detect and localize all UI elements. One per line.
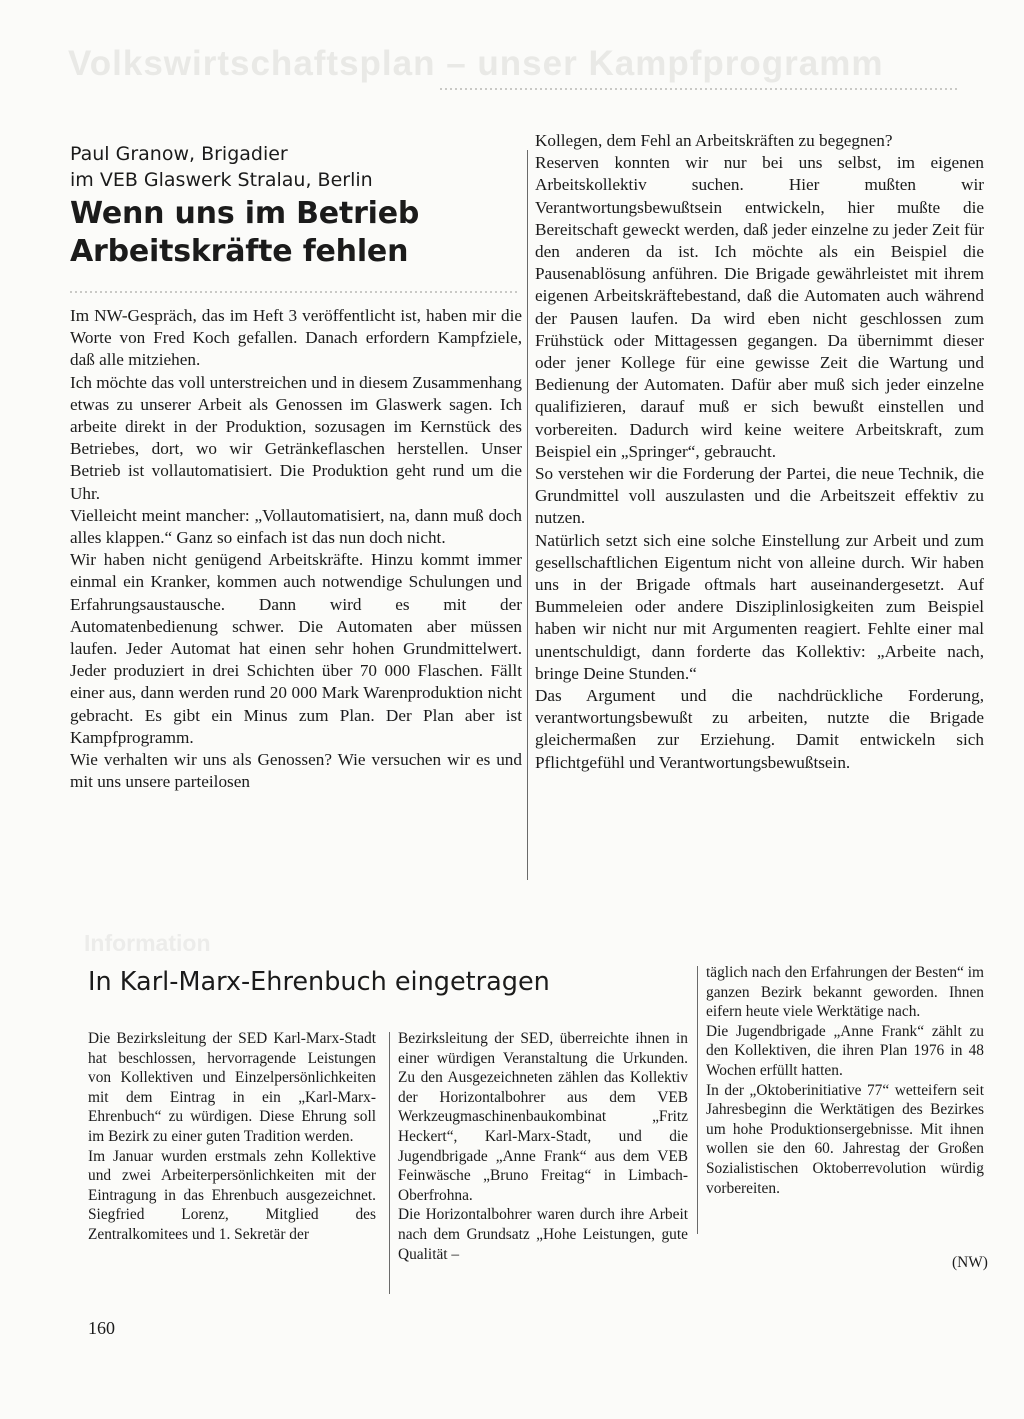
paragraph: Die Bezirksleitung der SED Karl-Marx-Stadt hat beschlossen, hervorragende Leistungen von Kollektiven und Einzelpersönlichkeiten mit dem Eintrag in ein „Karl-Marx-Ehrenbuch“ zu würdigen. Diese Ehrung soll im Bezirk zu einer guten Tradition werden. <box>88 1030 376 1145</box>
news-column-2 <box>398 1029 688 1264</box>
column-rule <box>527 150 528 880</box>
paragraph: Natürlich setzt sich eine solche Einstellung zur Arbeit und zum gesellschaftlichen Eigentum nicht von alleine durch. Wir haben uns in der Brigade oftmals hart auseinandergesetzt. Auf Bummeleien oder andere Disziplinlosigkeiten zum Beispiel haben wir nicht nur mit Argumenten reagiert. Fehlte einer mal unentschuldigt, dann forderte das Kollektiv: „Arbeite nach, bringe Deine Stunden.“ <box>535 530 984 683</box>
paragraph: Wir haben nicht genügend Arbeitskräfte. Hinzu kommt immer einmal ein Kranker, kommen auch notwendige Schulungen und Erfahrungsaustausche. Dann wird es mit der Automatenbedienung schwer. Die Automaten aber müssen laufen. Jeder Automat hat einen sehr hohen Grundmittelwert. Jeder produziert in drei Schichten über 70 000 Flaschen. Fällt einer aus, dann werden rund 20 000 Mark Warenproduktion nicht gebracht. Es gibt ein Minus zum Plan. Der Plan aber ist Kampfprogramm. <box>70 550 522 747</box>
headline-line-1: Wenn uns im Betrieb <box>70 196 420 231</box>
headline-divider <box>70 291 520 293</box>
paragraph: Im Januar wurden erstmals zehn Kollektive und zwei Arbeiterpersönlichkeiten mit der Eintragung in das Ehrenbuch ausgezeichnet. Siegfried Lorenz, Mitglied des Zentralkomitees und 1. Sekretär der <box>88 1147 376 1243</box>
author-affiliation: im VEB Glaswerk Stralau, Berlin <box>70 169 373 191</box>
paragraph: täglich nach den Erfahrungen der Besten“ im ganzen Bezirk bekannt geworden. Ihnen eifern heute viele Werktätige nach. <box>706 964 984 1021</box>
article-column-right <box>535 130 984 774</box>
paragraph: Ich möchte das voll unterstreichen und in diesem Zusammenhang etwas zu unserer Arbeit als Genossen im Glaswerk sagen. Ich arbeite direkt in der Produktion, sozusagen im Kernstück des Betriebes, dort, wo wir Getränkeflaschen herstellen. Unser Betrieb ist vollautomatisiert. Die Produktion geht rund um die Uhr. <box>70 372 522 503</box>
article-headline <box>70 195 520 271</box>
section-label-faded: Information <box>84 930 211 956</box>
article-author <box>70 141 510 193</box>
column-rule <box>697 966 698 1234</box>
news-headline: In Karl-Marx-Ehrenbuch eingetragen <box>88 967 550 997</box>
paragraph: Das Argument und die nachdrückliche Forderung, verantwortungsbewußt zu arbeiten, nutzte die Brigade gleichermaßen zur Erziehung. Damit entwickeln sich Pflichtgefühl und Verantwortungsbewußtsein. <box>535 686 984 772</box>
news-column-3 <box>706 963 984 1198</box>
section-header-faded: Volkswirtschaftsplan – unser Kampfprogramm <box>68 44 884 83</box>
paragraph: Reserven konnten wir nur bei uns selbst, im eigenen Arbeitskollektiv suchen. Hier mußten wir Verantwortungsbewußtsein entwickeln, hier mußte die Bereitschaft geweckt werden, daß jeder einzelne zu jeder Zeit für den anderen da ist. Ich möchte als ein Beispiel die Pausenablösung anführen. Die Brigade gewährleistet mit ihrem eigenen Arbeitskräftebestand, daß die Automaten auch während der Pausen laufen. Da wird eben nicht geschlossen zum Frühstück oder Mittagessen gegangen. Da übernimmt dieser oder jener Kollege für eine gewisse Zeit die Wartung und Bedienung der Automaten. Dafür aber muß sich jeder einzelne qualifizieren, darauf muß er sich bewußt einstellen und vorbereiten. Dadurch wird keine weitere Arbeitskraft, zum Beispiel ein „Springer“, gebraucht. <box>535 153 984 461</box>
paragraph: Wie verhalten wir uns als Genossen? Wie versuchen wir es und mit uns unsere parteilosen <box>70 750 522 792</box>
paragraph: So verstehen wir die Forderung der Partei, die neue Technik, die Grundmittel voll auszulasten und die Arbeitszeit effektiv zu nutzen. <box>535 464 984 528</box>
paragraph: Im NW-Gespräch, das im Heft 3 veröffentlicht ist, haben mir die Worte von Fred Koch gefallen. Danach erfordern Kampfziele, daß alle mitziehen. <box>70 306 522 370</box>
paragraph: Kollegen, dem Fehl an Arbeitskräften zu begegnen? <box>535 131 893 150</box>
headline-line-2: Arbeitskräfte fehlen <box>70 234 409 269</box>
paragraph: Die Horizontalbohrer waren durch ihre Arbeit nach dem Grundsatz „Hohe Leistungen, gute Qualität – <box>398 1206 688 1263</box>
article-column-left <box>70 305 522 793</box>
news-signature: (NW) <box>952 1254 988 1271</box>
paragraph: Die Jugendbrigade „Anne Frank“ zählt zu den Kollektiven, die ihren Plan 1976 in 48 Wochen erfüllt hatten. <box>706 1022 984 1079</box>
column-rule <box>389 1032 390 1294</box>
paragraph: Bezirksleitung der SED, überreichte ihnen in einer würdigen Veranstaltung die Urkunden. Zu den Ausgezeichneten zählen das Kollektiv der Horizontalbohrer aus dem VEB Werkzeugmaschinenbaukombinat „Fritz Heckert“, Karl-Marx-Stadt, und die Jugendbrigade „Anne Frank“ aus dem VEB Feinwäsche „Bruno Freitag“ in Limbach-Oberfrohna. <box>398 1030 688 1204</box>
news-column-1 <box>88 1029 376 1245</box>
paragraph: Vielleicht meint mancher: „Vollautomatisiert, na, dann muß doch alles klappen.“ Ganz so einfach ist das nun doch nicht. <box>70 505 522 548</box>
author-name: Paul Granow, Brigadier <box>70 143 288 165</box>
page-number: 160 <box>88 1318 115 1338</box>
paragraph: In der „Oktoberinitiative 77“ wetteifern seit Jahresbeginn die Werktätigen des Bezirkes um hohe Produktionsergebnisse. Mit ihnen wollen sie den 60. Jahrestag der Großen Sozialistischen Oktoberrevolution würdig vorbereiten. <box>706 1081 984 1197</box>
dotted-divider <box>440 88 960 90</box>
